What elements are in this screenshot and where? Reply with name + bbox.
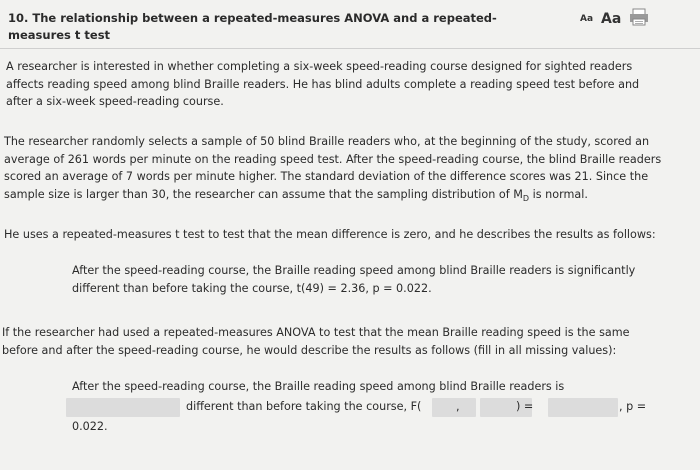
p-equals-text: , p = — [619, 400, 647, 413]
increase-font-button[interactable]: Aa — [601, 11, 622, 27]
different-text: different than before taking the course, F( — [186, 400, 422, 413]
intro-paragraph: A researcher is interested in whether completing a six-week speed-reading course designed for sighted readers affects reading speed among blind Braille readers. He has blind adults complete a reading speed test before and after a six-week speed-reading course. — [6, 60, 640, 108]
df-comma: , — [456, 400, 460, 413]
sample-subscript: D — [522, 193, 530, 203]
significance-dropdown[interactable] — [66, 398, 180, 417]
f-value-input[interactable] — [548, 398, 618, 417]
t-test-result-quote: After the speed-reading course, the Braille reading speed among blind Braille readers is significantly different than before taking the course, t(49) = 2.36, p = 0.022. — [72, 264, 636, 295]
df-numerator-input[interactable] — [432, 398, 476, 417]
font-size-controls — [580, 8, 649, 32]
anova-prompt-paragraph: If the researcher had used a repeated-measures ANOVA to test that the mean Braille reading speed is the same before and after the speed-reading course, he would describe the results as follows (fill in all missing values): — [2, 326, 630, 357]
p-value-text: 0.022. — [72, 420, 108, 433]
anova-result-line1: After the speed-reading course, the Braille reading speed among blind Braille readers is — [72, 380, 565, 393]
question-title: 10. The relationship between a repeated-measures ANOVA and a repeated-measures t test — [8, 11, 497, 42]
f-equals-text: ) = — [516, 400, 534, 413]
decrease-font-button[interactable]: Aa — [580, 14, 594, 24]
sample-text: The researcher randomly selects a sample of 50 blind Braille readers who, at the beginning of the study, scored an average of 261 words per minute on the reading speed test. After the speed-reading course, the blind Braille readers scored an average of 7 words per minute higher. The standard deviation of the difference scores was 21. Since the sample size is larger than 30, the researcher can assume that the sampling distribution of M — [4, 135, 662, 201]
header-divider — [0, 48, 700, 49]
printer-icon[interactable] — [629, 8, 649, 32]
method-paragraph: He uses a repeated-measures t test to test that the mean difference is zero, and he describes the results as follows: — [4, 228, 656, 241]
sample-paragraph — [4, 133, 670, 207]
sample-end-text: is normal. — [529, 187, 588, 201]
anova-result-line2 — [66, 398, 686, 418]
